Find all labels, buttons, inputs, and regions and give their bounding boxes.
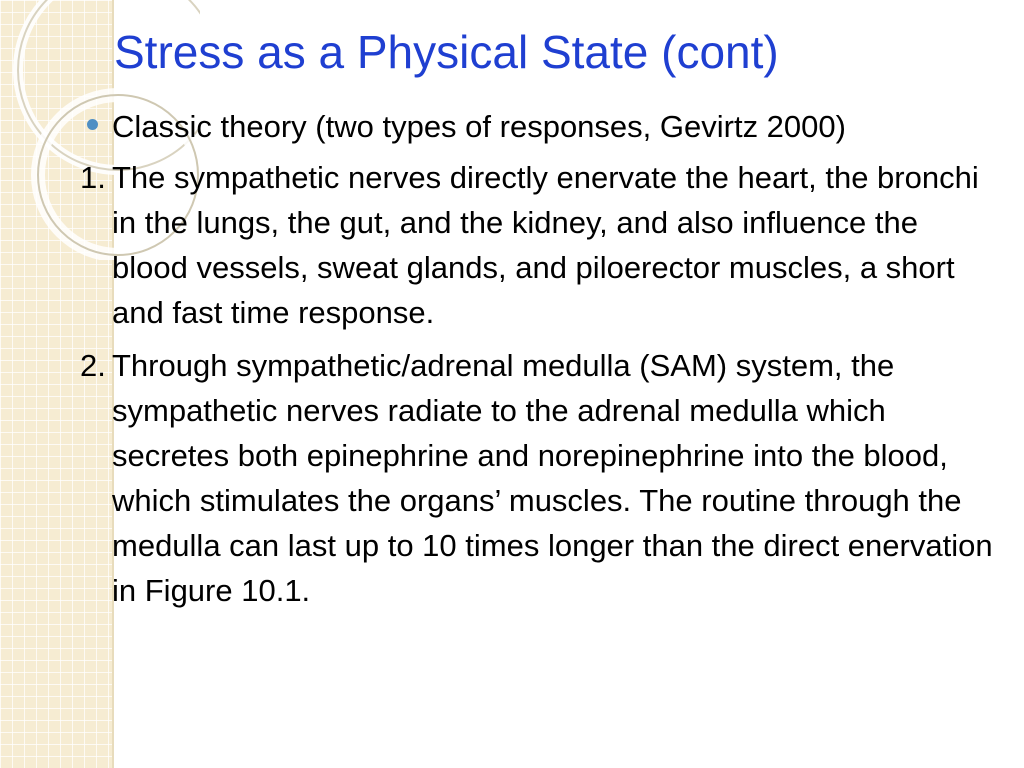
- numbered-item-2: [80, 343, 1000, 613]
- item-number: 2.: [80, 348, 106, 383]
- item-text: The sympathetic nerves directly enervate the heart, the bronchi in the lungs, the gut, and the kidney, and also influence the blood vessels, sweat glands, and piloerector muscles, a short and fast time response.: [112, 160, 979, 330]
- bullet-dot-icon: [87, 119, 98, 130]
- slide-title: Stress as a Physical State (cont): [114, 26, 779, 78]
- item-text: Through sympathetic/adrenal medulla (SAM) system, the sympathetic nerves radiate to the adrenal medulla which secretes both epinephrine and norepinephrine into the blood, which stimulates the organs’ muscles. The routine through the medulla can last up to 10 times longer than the direct enervation in Figure 10.1.: [112, 348, 993, 608]
- slide-body: [80, 104, 1000, 621]
- numbered-item-1: [80, 155, 1000, 335]
- bullet-item: [80, 104, 1000, 149]
- bullet-text: Classic theory (two types of responses, Gevirtz 2000): [112, 109, 846, 144]
- item-number: 1.: [80, 160, 106, 195]
